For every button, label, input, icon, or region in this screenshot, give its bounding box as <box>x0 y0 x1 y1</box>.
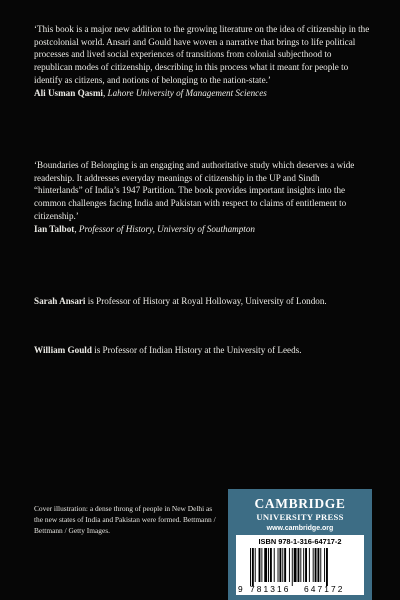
barcode-icon <box>240 548 360 586</box>
barcode-digits <box>236 584 364 594</box>
endorsement-quote: ‘Boundaries of Belonging is an engaging and authoritative study which deserves a wide readership. It addresses everyday meanings of citizenship in the UP and Sindh “hinterlands” of India’s 1947 Partition. The book provides important insights into the common challenges facing India and Pakistan with respect to claims of entitlement to citizenship.’ <box>34 160 355 221</box>
author-bio-text: is Professor of History at Royal Holloway, University of London. <box>87 296 327 306</box>
author-bio-1 <box>34 295 370 308</box>
cover-illustration-credit: Cover illustration: a dense throng of people in New Delhi as the new states of India and Pakistan were formed. Bettmann / Bettmann / Getty Images. <box>34 504 216 535</box>
publisher-block <box>228 489 372 600</box>
endorsement-2 <box>34 159 370 235</box>
endorser-name: Ian Talbot <box>34 223 75 234</box>
author-bio-text: is Professor of Indian History at the University of Leeds. <box>94 345 302 355</box>
endorsement-attribution: Ian Talbot, Professor of History, University of Southampton <box>34 223 255 234</box>
endorsement-1 <box>34 23 370 99</box>
endorser-affiliation: Professor of History, University of Southampton <box>78 223 255 234</box>
barcode-digits-right: 647172 <box>304 584 345 594</box>
publisher-subname: UNIVERSITY PRESS <box>256 512 344 522</box>
author-bio-2 <box>34 344 370 357</box>
endorsement-attribution: Ali Usman Qasmi, Lahore University of Management Sciences <box>34 87 267 98</box>
endorser-affiliation: Lahore University of Management Sciences <box>107 87 267 98</box>
author-name: Sarah Ansari <box>34 296 86 306</box>
isbn-label: ISBN 978-1-316-64717-2 <box>258 537 342 546</box>
publisher-url: www.cambridge.org <box>266 525 334 532</box>
endorser-name: Ali Usman Qasmi <box>34 87 103 98</box>
endorsement-quote: ‘This book is a major new addition to the growing literature on the idea of citizenship in the postcolonial world. Ansari and Gould have woven a narrative that brings to life political processes and lived social experiences of transitions from colonial subjecthood to republican modes of citizenship, describing in this process what it meant for people to identify as citizens, and notions of belonging to the nation-state.’ <box>34 24 370 85</box>
barcode-digit-first: 9 <box>238 584 243 594</box>
publisher-name: CAMBRIDGE <box>254 496 346 511</box>
barcode-digits-left: 781316 <box>250 584 291 594</box>
author-name: William Gould <box>34 345 92 355</box>
barcode-panel <box>236 535 364 595</box>
